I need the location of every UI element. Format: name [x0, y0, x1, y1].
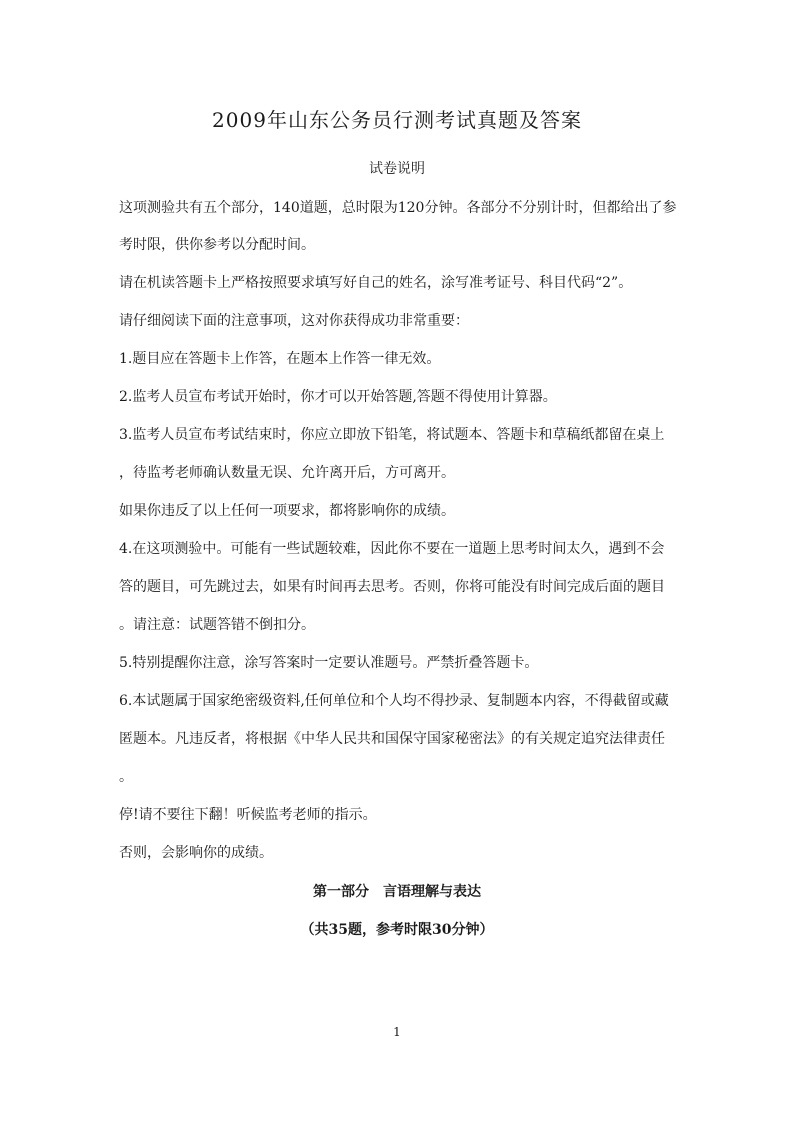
page-title: 2009年山东公务员行测考试真题及答案 [212, 108, 582, 132]
body-line: 6.本试题属于国家绝密级资料,任何单位和个人均不得抄录、复制题本内容，不得截留或藏 [119, 693, 669, 709]
body-line: 匿题本。凡违反者，将根据《中华人民共和国保守国家秘密法》的有关规定追究法律责任 [119, 731, 665, 747]
body-line: ，待监考老师确认数量无误、允许离开后，方可离开。 [119, 465, 455, 481]
document-subtitle: 试卷说明 [369, 161, 425, 177]
body-line: 2.监考人员宣布考试开始时，你才可以开始答题,答题不得使用计算器。 [119, 389, 557, 405]
body-line: 4.在这项测验中。可能有一些试题较难，因此你不要在一道题上思考时间太久，遇到不会 [119, 541, 665, 557]
body-line: 。 [119, 769, 133, 785]
page-number: 1 [393, 1025, 401, 1039]
body-line: 考时限，供你参考以分配时间。 [119, 237, 315, 253]
body-line: 请在机读答题卡上严格按照要求填写好自己的姓名，涂写准考证号、科目代码“2”。 [119, 275, 633, 291]
body-line: 这项测验共有五个部分，140道题，总时限为120分钟。各部分不分别计时，但都给出了参 [119, 200, 677, 216]
body-line: 1.题目应在答题卡上作答，在题本上作答一律无效。 [119, 351, 441, 367]
body-line: 。请注意：试题答错不倒扣分。 [119, 617, 315, 633]
section-heading: 第一部分 言语理解与表达 [313, 884, 481, 900]
body-line: 否则，会影响你的成绩。 [119, 845, 273, 861]
body-line: 停!请不要往下翻！听候监考老师的指示。 [119, 807, 377, 823]
body-line: 答的题目，可先跳过去，如果有时间再去思考。否则，你将可能没有时间完成后面的题目 [119, 579, 665, 595]
body-line: 如果你违反了以上任何一项要求，都将影响你的成绩。 [119, 503, 455, 519]
section-note: （共35题，参考时限30分钟） [300, 922, 494, 938]
body-line: 3.监考人员宣布考试结束时，你应立即放下铅笔，将试题本、答题卡和草稿纸都留在桌上 [119, 427, 665, 443]
body-line: 5.特别提醒你注意，涂写答案时一定要认准题号。严禁折叠答题卡。 [119, 655, 539, 671]
body-line: 请仔细阅读下面的注意事项，这对你获得成功非常重要： [119, 313, 469, 329]
